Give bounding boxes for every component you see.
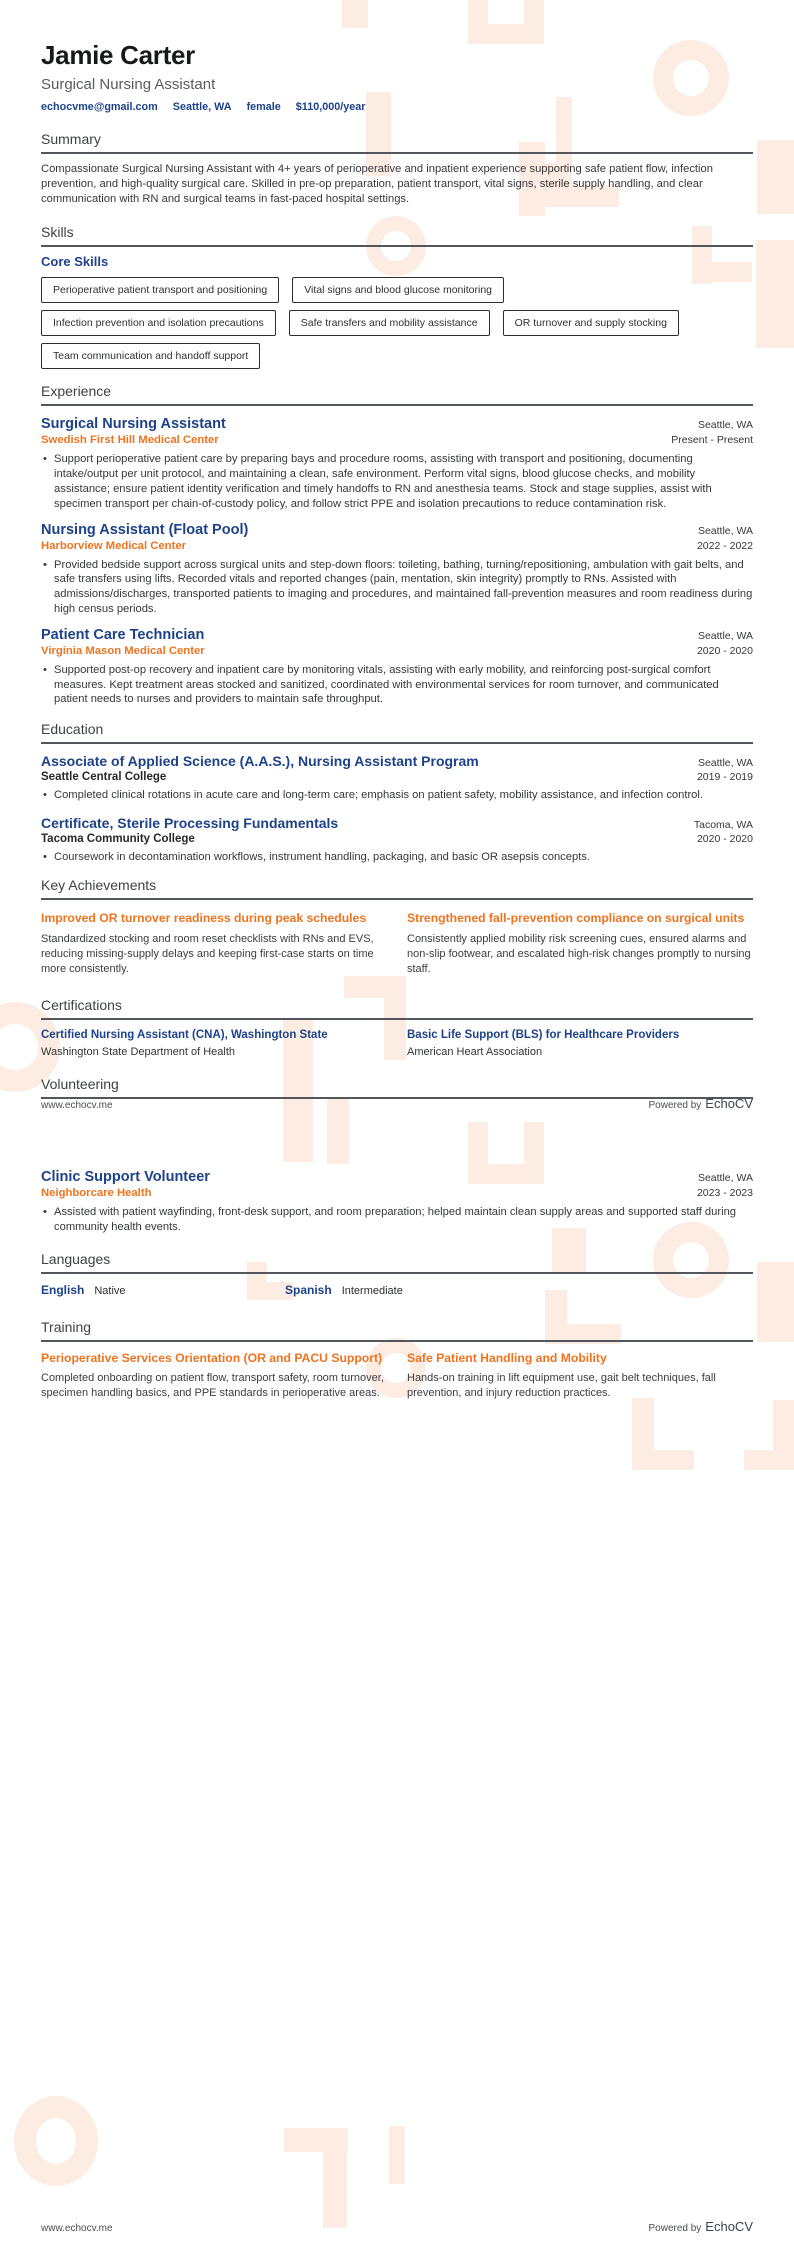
education-entry bbox=[41, 753, 753, 803]
powered-by bbox=[648, 1095, 753, 1113]
salary-text: $110,000/year bbox=[295, 101, 366, 113]
certification-issuer: Washington State Department of Health bbox=[41, 1045, 236, 1058]
languages-grid bbox=[41, 1283, 753, 1297]
powered-by-text: Powered by bbox=[648, 2223, 702, 2234]
education-dates: 2019 - 2019 bbox=[696, 771, 753, 784]
summary-text: Compassionate Surgical Nursing Assistant with 4+ years of perioperative and inpatient experience supporting safe patient flow, infection prevention, and high-quality surgical care. Skilled in pre-op preparation, patient transport, vital signs, sterile supply handling, and clear communication with RN and surgical teams in fast-paced hospital settings. bbox=[41, 163, 713, 205]
volunteer-dates: 2023 - 2023 bbox=[696, 1187, 753, 1199]
certification-item bbox=[41, 1028, 387, 1058]
job-title: Patient Care Technician bbox=[41, 626, 205, 643]
training-item bbox=[407, 1350, 753, 1401]
language-level: Native bbox=[94, 1284, 126, 1297]
training-title: Safe Patient Handling and Mobility bbox=[407, 1350, 607, 1365]
job-dates: 2020 - 2020 bbox=[696, 644, 753, 657]
page-footer bbox=[41, 1095, 753, 1113]
page-footer bbox=[41, 2218, 753, 2236]
gender-text: female bbox=[246, 101, 281, 113]
language-level: Intermediate bbox=[341, 1284, 403, 1297]
section-title: Volunteering bbox=[41, 1076, 753, 1099]
training-title: Perioperative Services Orientation (OR and PACU Support) bbox=[41, 1350, 383, 1365]
bullet-item: • Support perioperative patient care by preparing bays and procedure rooms, assisting with transport and positioning, documenting intake/output per unit protocol, and maintaining a clean, safe environment. Perform vital signs, blood glucose checks, and mobility assistance; ensure patient identity verification and timely handoffs to RN and anesthesia teams. Stock and stage supplies, assist with specimen transport per chain-of-custody policy, and follow strict PPE and isolation precautions to reduce contamination risk. bbox=[41, 452, 753, 511]
achievement-item bbox=[41, 910, 387, 977]
bullet-item: • Completed clinical rotations in acute care and long-term care; emphasis on patient safety, mobility assistance, and infection control. bbox=[41, 788, 753, 803]
education-entry bbox=[41, 815, 753, 865]
job-title: Nursing Assistant (Float Pool) bbox=[41, 521, 249, 538]
language-name: English bbox=[41, 1282, 85, 1297]
certification-name: Certified Nursing Assistant (CNA), Washington State bbox=[41, 1028, 328, 1041]
job-location: Seattle, WA bbox=[697, 419, 753, 432]
achievement-text: Standardized stocking and room reset checklists with RNs and EVS, reducing missing-supply delays and keeping first-case starts on time more consistently. bbox=[41, 932, 374, 975]
job-title: Surgical Nursing Assistant bbox=[41, 416, 226, 433]
section-title: Languages bbox=[41, 1251, 753, 1274]
powered-by-text: Powered by bbox=[648, 1100, 702, 1111]
achievements-grid bbox=[41, 910, 753, 977]
footer-url-link[interactable]: www.echocv.me bbox=[41, 2223, 113, 2234]
school-name: Tacoma Community College bbox=[41, 832, 195, 845]
job-location: Seattle, WA bbox=[697, 629, 753, 642]
resume-page-2 bbox=[0, 1123, 794, 2246]
experience-entry bbox=[41, 626, 753, 707]
training-text: Hands-on training in lift equipment use, gait belt techniques, fall prevention, and injury reduction practices. bbox=[407, 1371, 716, 1399]
skill-chip: Vital signs and blood glucose monitoring bbox=[292, 277, 504, 303]
job-bullets bbox=[41, 452, 753, 511]
skill-chip: Infection prevention and isolation precautions bbox=[41, 310, 276, 336]
echocv-brand: EchoCV bbox=[705, 2219, 753, 2234]
achievement-title: Improved OR turnover readiness during peak schedules bbox=[41, 910, 367, 925]
language-item bbox=[41, 1283, 265, 1297]
section-languages bbox=[41, 1251, 753, 1297]
bullet-item: • Assisted with patient wayfinding, front-desk support, and room preparation; helped maintain clean supply areas and supported staff during community health events. bbox=[41, 1205, 753, 1235]
bullet-item: • Supported post-op recovery and inpatient care by monitoring vitals, assisting with early mobility, and reinforcing post-surgical comfort measures. Kept treatment areas stocked and sanitized, coordinated with environmental services for room turnover, and communicated patient needs to nurses and providers to maintain safe throughput. bbox=[41, 663, 753, 707]
education-bullets bbox=[41, 850, 753, 865]
experience-entry bbox=[41, 521, 753, 617]
certification-name: Basic Life Support (BLS) for Healthcare Providers bbox=[407, 1028, 680, 1041]
bullet-item: • Provided bedside support across surgical units and step-down floors: toileting, bathing, turning/repositioning, ambulation with gait belts, and safe transfers using lifts. Recorded vitals and reported changes (pain, mentation, skin integrity) promptly to RNs. Assisted with admissions/discharges, transported patients to imaging and procedures, and maintained fall-prevention measures and room readiness during high census periods. bbox=[41, 558, 753, 617]
section-title: Certifications bbox=[41, 997, 753, 1020]
section-summary bbox=[41, 131, 753, 206]
person-job-title: Surgical Nursing Assistant bbox=[41, 76, 216, 93]
job-bullets bbox=[41, 558, 753, 617]
section-training bbox=[41, 1319, 753, 1401]
volunteer-bullets bbox=[41, 1205, 753, 1235]
achievement-title: Strengthened fall-prevention compliance on surgical units bbox=[407, 910, 745, 925]
experience-entry bbox=[41, 415, 753, 511]
section-key-achievements bbox=[41, 877, 753, 977]
certification-issuer: American Heart Association bbox=[407, 1045, 543, 1058]
section-title: Education bbox=[41, 721, 753, 744]
job-location: Seattle, WA bbox=[697, 524, 753, 537]
bullet-item: • Coursework in decontamination workflows, instrument handling, packaging, and basic OR asepsis concepts. bbox=[41, 850, 753, 865]
section-title: Summary bbox=[41, 131, 753, 154]
education-location: Seattle, WA bbox=[697, 757, 753, 770]
skills-group-title: Core Skills bbox=[41, 254, 109, 270]
volunteering-entry bbox=[41, 1168, 753, 1235]
language-item bbox=[285, 1283, 509, 1297]
person-name: Jamie Carter bbox=[41, 40, 195, 70]
education-location: Tacoma, WA bbox=[693, 818, 753, 831]
certifications-grid bbox=[41, 1028, 753, 1058]
job-dates: Present - Present bbox=[671, 434, 753, 447]
job-dates: 2022 - 2022 bbox=[696, 539, 753, 552]
section-skills bbox=[41, 224, 753, 369]
section-experience bbox=[41, 383, 753, 707]
skill-chip: Safe transfers and mobility assistance bbox=[289, 310, 490, 336]
certification-item bbox=[407, 1028, 753, 1058]
contact-row bbox=[41, 101, 753, 113]
email-link[interactable]: echocvme@gmail.com bbox=[41, 101, 158, 113]
company-name: Swedish First Hill Medical Center bbox=[41, 434, 219, 447]
training-text: Completed onboarding on patient flow, transport safety, room turnover, specimen handling basics, and PPE standards in perioperative areas. bbox=[41, 1371, 384, 1399]
section-education bbox=[41, 721, 753, 865]
skill-chip: Perioperative patient transport and positioning bbox=[41, 277, 279, 303]
achievement-item bbox=[407, 910, 753, 977]
skill-chip: OR turnover and supply stocking bbox=[503, 310, 679, 336]
section-title: Key Achievements bbox=[41, 877, 753, 900]
achievement-text: Consistently applied mobility risk screening cues, ensured alarms and non-slip footwear, and escalated high-risk changes promptly to nursing staff. bbox=[407, 932, 751, 975]
volunteer-title: Clinic Support Volunteer bbox=[41, 1169, 210, 1185]
company-name: Virginia Mason Medical Center bbox=[41, 644, 205, 657]
footer-url-link[interactable]: www.echocv.me bbox=[41, 1100, 113, 1111]
echocv-brand: EchoCV bbox=[705, 1096, 753, 1111]
skill-chip-list bbox=[41, 277, 751, 369]
training-item bbox=[41, 1350, 387, 1401]
language-name: Spanish bbox=[285, 1282, 332, 1297]
education-bullets bbox=[41, 788, 753, 803]
section-certifications bbox=[41, 997, 753, 1058]
section-title: Training bbox=[41, 1319, 753, 1342]
job-bullets bbox=[41, 663, 753, 707]
school-name: Seattle Central College bbox=[41, 771, 167, 784]
section-title: Skills bbox=[41, 224, 753, 247]
section-title: Experience bbox=[41, 383, 753, 406]
volunteer-org: Neighborcare Health bbox=[41, 1187, 152, 1199]
degree-title: Associate of Applied Science (A.A.S.), Nursing Assistant Program bbox=[41, 753, 479, 770]
training-grid bbox=[41, 1350, 753, 1401]
skill-chip: Team communication and handoff support bbox=[41, 343, 260, 369]
location-text: Seattle, WA bbox=[172, 101, 232, 113]
education-dates: 2020 - 2020 bbox=[696, 832, 753, 845]
company-name: Harborview Medical Center bbox=[41, 539, 187, 552]
degree-title: Certificate, Sterile Processing Fundamentals bbox=[41, 814, 339, 831]
volunteer-location: Seattle, WA bbox=[697, 1172, 753, 1184]
powered-by bbox=[648, 2218, 753, 2236]
